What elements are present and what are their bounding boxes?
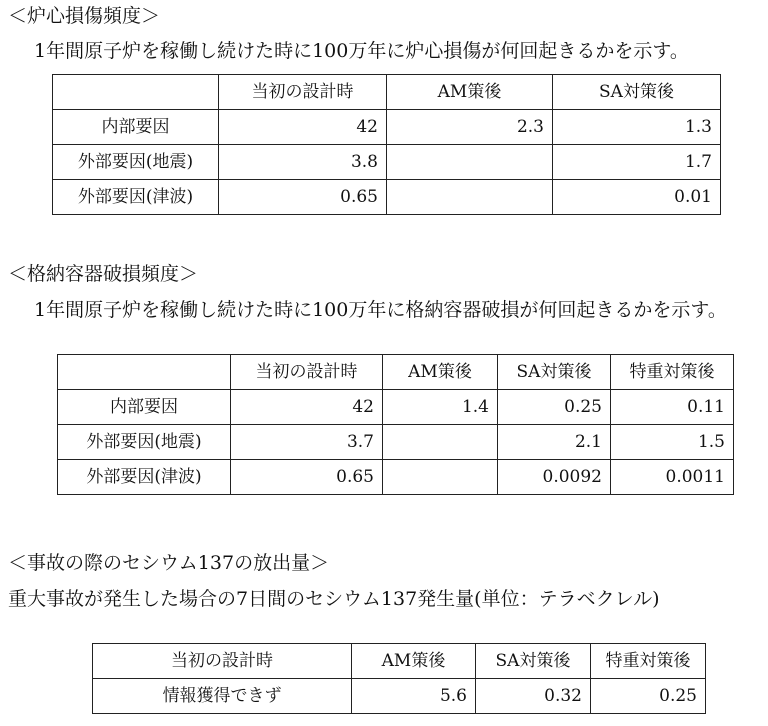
table-cell: 5.6 (352, 679, 476, 714)
table-cell: 1.5 (611, 425, 734, 460)
header-cell (53, 75, 219, 110)
table-row (53, 145, 721, 180)
section1-heading: ＜炉心損傷頻度＞ (8, 5, 161, 27)
cesium-release-table (92, 643, 706, 714)
header-cell: SA対策後 (498, 355, 611, 390)
header-cell: AM策後 (383, 355, 498, 390)
table-cell: 0.25 (591, 679, 706, 714)
table-cell: 42 (231, 390, 383, 425)
table-header-row (58, 355, 734, 390)
section2-description: 1年間原子炉を稼働し続けた時に100万年に格納容器破損が何回起きるかを示す。 (34, 299, 727, 321)
header-cell: AM策後 (352, 644, 476, 679)
header-cell: 当初の設計時 (93, 644, 352, 679)
row-label: 外部要因(地震) (53, 145, 219, 180)
header-cell: AM策後 (387, 75, 553, 110)
containment-failure-frequency-table (57, 354, 734, 495)
core-damage-frequency-table (52, 74, 721, 215)
table-header-row (93, 644, 706, 679)
header-cell: SA対策後 (476, 644, 591, 679)
section3-description: 重大事故が発生した場合の7日間のセシウム137発生量(単位：テラベクレル) (8, 588, 660, 610)
table-cell (383, 425, 498, 460)
table-cell: 2.1 (498, 425, 611, 460)
table-header-row (53, 75, 721, 110)
table-cell: 0.11 (611, 390, 734, 425)
table-cell (383, 460, 498, 495)
table-row (53, 110, 721, 145)
table-cell: 0.01 (553, 180, 721, 215)
table-cell: 3.8 (219, 145, 387, 180)
table-cell: 1.3 (553, 110, 721, 145)
table-row (58, 390, 734, 425)
table-cell: 0.32 (476, 679, 591, 714)
row-label: 外部要因(地震) (58, 425, 231, 460)
row-label: 内部要因 (53, 110, 219, 145)
row-label: 外部要因(津波) (58, 460, 231, 495)
header-cell: 特重対策後 (611, 355, 734, 390)
header-cell: 特重対策後 (591, 644, 706, 679)
table-cell: 0.65 (219, 180, 387, 215)
header-cell (58, 355, 231, 390)
table-row (53, 180, 721, 215)
section1-description: 1年間原子炉を稼働し続けた時に100万年に炉心損傷が何回起きるかを示す。 (34, 40, 689, 62)
row-label: 外部要因(津波) (53, 180, 219, 215)
table-cell (387, 180, 553, 215)
table-cell: 0.65 (231, 460, 383, 495)
table-cell: 42 (219, 110, 387, 145)
table-cell: 1.7 (553, 145, 721, 180)
section2-heading: ＜格納容器破損頻度＞ (8, 263, 199, 285)
table-cell: 3.7 (231, 425, 383, 460)
table-row (58, 425, 734, 460)
table-cell: 1.4 (383, 390, 498, 425)
table-row (58, 460, 734, 495)
header-cell: SA対策後 (553, 75, 721, 110)
section3-heading: ＜事故の際のセシウム137の放出量＞ (8, 552, 330, 574)
table-cell: 2.3 (387, 110, 553, 145)
header-cell: 当初の設計時 (231, 355, 383, 390)
table-cell (387, 145, 553, 180)
table-row (93, 679, 706, 714)
table-cell: 0.0092 (498, 460, 611, 495)
row-label: 情報獲得できず (93, 679, 352, 714)
row-label: 内部要因 (58, 390, 231, 425)
table-cell: 0.25 (498, 390, 611, 425)
header-cell: 当初の設計時 (219, 75, 387, 110)
table-cell: 0.0011 (611, 460, 734, 495)
